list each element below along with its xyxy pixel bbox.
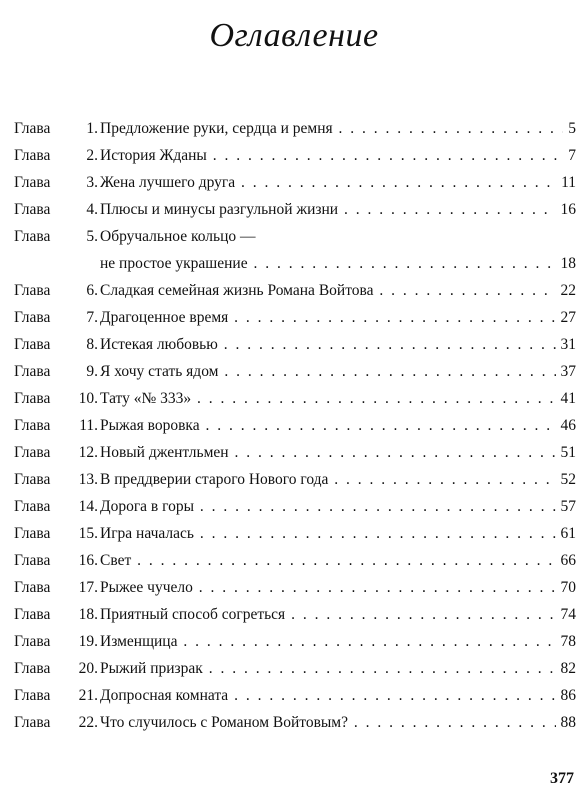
toc-entry xyxy=(14,547,576,574)
chapter-label: Глава xyxy=(14,687,51,704)
chapter-title: Сладкая семейная жизнь Романа Войтова . . . xyxy=(100,277,576,304)
chapter-page: 52 xyxy=(556,466,577,493)
toc-entry xyxy=(14,601,576,628)
chapter-number: 12. xyxy=(78,444,98,461)
chapter-title: Свет . . . xyxy=(100,547,576,574)
chapter-page: 22 xyxy=(556,277,577,304)
chapter-number: 19. xyxy=(78,633,98,650)
chapter-number: 7. xyxy=(86,309,98,326)
chapter-label: Глава xyxy=(14,282,51,299)
chapter-label: Глава xyxy=(14,525,51,542)
chapter-label: Глава xyxy=(14,228,51,245)
chapter-title: Допросная комната . . . xyxy=(100,682,576,709)
chapter-label: Глава xyxy=(14,471,51,488)
chapter-page: 27 xyxy=(556,304,577,331)
toc-entry xyxy=(14,115,576,142)
chapter-label: Глава xyxy=(14,579,51,596)
chapter-number: 18. xyxy=(78,606,98,623)
chapter-title: Драгоценное время . . . xyxy=(100,304,576,331)
chapter-number: 11. xyxy=(79,417,98,434)
page-title: Оглавление xyxy=(209,17,379,54)
toc-entry xyxy=(14,412,576,439)
chapter-label: Глава xyxy=(14,363,51,380)
chapter-page: 70 xyxy=(556,574,577,601)
chapter-number: 15. xyxy=(78,525,98,542)
chapter-number: 3. xyxy=(86,174,98,191)
chapter-label: Глава xyxy=(14,147,51,164)
toc-entry xyxy=(14,682,576,709)
chapter-page: 31 xyxy=(556,331,577,358)
toc-entry xyxy=(14,628,576,655)
chapter-title: Изменщица . . . xyxy=(100,628,576,655)
chapter-label: Глава xyxy=(14,633,51,650)
chapter-page: 78 xyxy=(556,628,577,655)
chapter-title: Предложение руки, сердца и ремня . . . xyxy=(100,115,576,142)
toc-entry xyxy=(14,520,576,547)
toc-entry xyxy=(14,277,576,304)
toc-entry xyxy=(14,196,576,223)
chapter-number: 8. xyxy=(86,336,98,353)
chapter-number: 5. xyxy=(86,228,98,245)
toc-entry xyxy=(14,466,576,493)
chapter-page: 16 xyxy=(556,196,577,223)
chapter-number: 9. xyxy=(86,363,98,380)
chapter-title: Приятный способ согреться . . . xyxy=(100,601,576,628)
toc-entry xyxy=(14,169,576,196)
chapter-title: Рыжий призрак . . . xyxy=(100,655,576,682)
chapter-title: В преддверии старого Нового года . . . xyxy=(100,466,576,493)
chapter-label: Глава xyxy=(14,498,51,515)
chapter-title: История Жданы . . . xyxy=(100,142,576,169)
chapter-page: 66 xyxy=(556,547,577,574)
toc-entry xyxy=(14,304,576,331)
chapter-title: Рыжее чучело . . . xyxy=(100,574,576,601)
page-number: 377 xyxy=(550,770,574,787)
chapter-page: 57 xyxy=(556,493,577,520)
chapter-page: 46 xyxy=(556,412,577,439)
chapter-title: Я хочу стать ядом . . . xyxy=(100,358,576,385)
chapter-number: 4. xyxy=(86,201,98,218)
chapter-number: 21. xyxy=(78,687,98,704)
chapter-title: Игра началась . . . xyxy=(100,520,576,547)
chapter-number: 13. xyxy=(78,471,98,488)
chapter-title: Дорога в горы . . . xyxy=(100,493,576,520)
chapter-label: Глава xyxy=(14,120,51,137)
chapter-title: Жена лучшего друга . . . xyxy=(100,169,576,196)
chapter-label: Глава xyxy=(14,336,51,353)
chapter-title-continued: не простое украшение . . . xyxy=(100,250,576,277)
toc-entry xyxy=(14,439,576,466)
toc-entry xyxy=(14,331,576,358)
chapter-number: 20. xyxy=(78,660,98,677)
chapter-label: Глава xyxy=(14,174,51,191)
chapter-page: 74 xyxy=(556,601,577,628)
chapter-page: 82 xyxy=(556,655,577,682)
chapter-number: 6. xyxy=(86,282,98,299)
chapter-title: Рыжая воровка . . . xyxy=(100,412,576,439)
chapter-number: 17. xyxy=(78,579,98,596)
toc-entry xyxy=(14,655,576,682)
chapter-label: Глава xyxy=(14,309,51,326)
chapter-page: 41 xyxy=(556,385,577,412)
chapter-label: Глава xyxy=(14,714,51,731)
toc-entry xyxy=(14,358,576,385)
chapter-page: 5 xyxy=(563,115,576,142)
chapter-number: 16. xyxy=(78,552,98,569)
chapter-label: Глава xyxy=(14,552,51,569)
chapter-label: Глава xyxy=(14,417,51,434)
chapter-page: 86 xyxy=(556,682,577,709)
chapter-label: Глава xyxy=(14,201,51,218)
chapter-title: Что случилось с Романом Войтовым? . . . xyxy=(100,709,576,736)
toc-entry xyxy=(14,493,576,520)
toc-entry xyxy=(14,709,576,736)
chapter-title: Плюсы и минусы разгульной жизни . . . xyxy=(100,196,576,223)
chapter-number: 2. xyxy=(86,147,98,164)
chapter-page: 7 xyxy=(563,142,576,169)
chapter-page: 61 xyxy=(556,520,577,547)
chapter-number: 10. xyxy=(78,390,98,407)
toc-entry xyxy=(14,223,576,277)
chapter-label: Глава xyxy=(14,606,51,623)
chapter-number: 1. xyxy=(86,120,98,137)
chapter-label: Глава xyxy=(14,444,51,461)
table-of-contents xyxy=(14,115,576,736)
chapter-title: Обручальное кольцо — xyxy=(100,228,256,245)
toc-entry xyxy=(14,385,576,412)
chapter-page: 18 xyxy=(556,250,577,277)
chapter-page: 51 xyxy=(556,439,577,466)
chapter-page: 11 xyxy=(556,169,576,196)
chapter-label: Глава xyxy=(14,390,51,407)
chapter-label: Глава xyxy=(14,660,51,677)
chapter-title: Новый джентльмен . . . xyxy=(100,439,576,466)
chapter-number: 14. xyxy=(78,498,98,515)
chapter-page: 88 xyxy=(556,709,577,736)
chapter-title: Тату «№ 333» . . . xyxy=(100,385,576,412)
chapter-title: Истекая любовью . . . xyxy=(100,331,576,358)
toc-entry xyxy=(14,574,576,601)
chapter-page: 37 xyxy=(556,358,577,385)
chapter-number: 22. xyxy=(78,714,98,731)
toc-entry xyxy=(14,142,576,169)
